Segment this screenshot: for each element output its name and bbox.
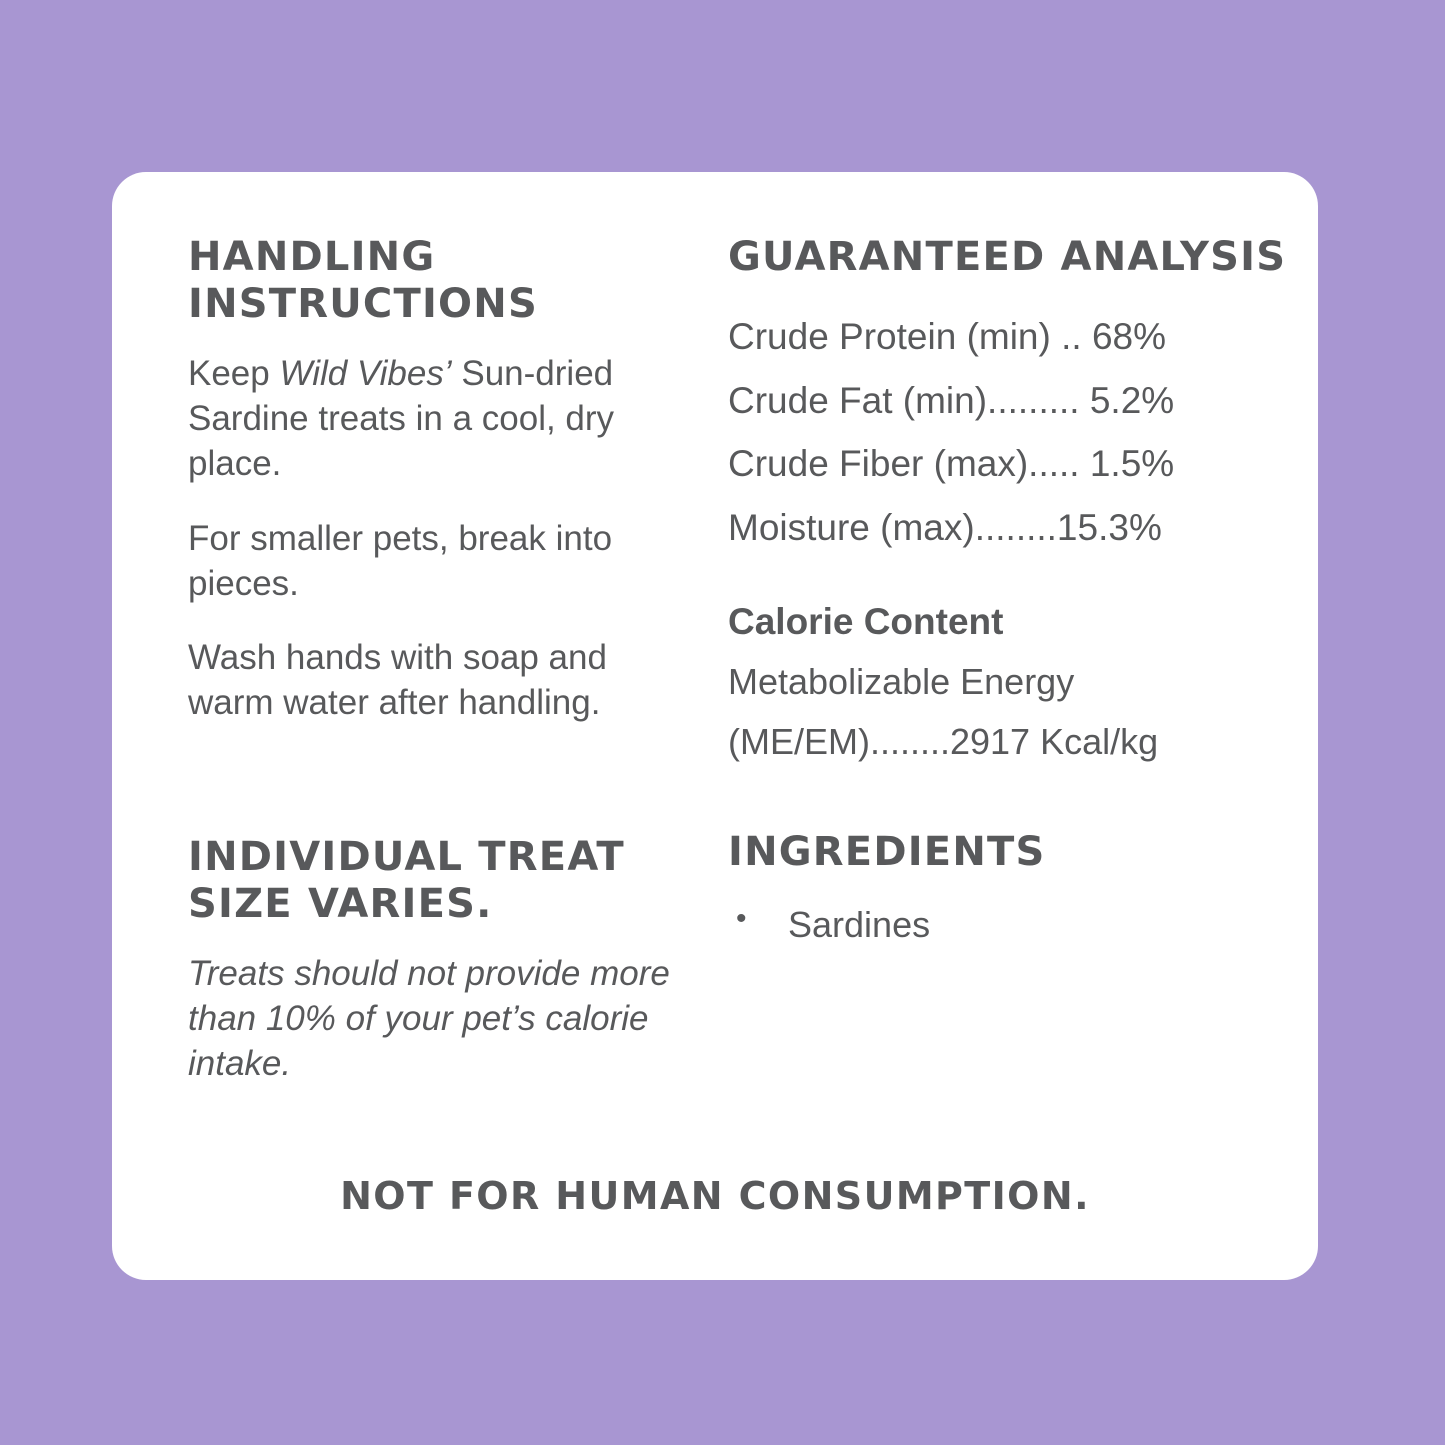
label-columns — [188, 234, 1287, 1087]
guaranteed-analysis-row: Crude Fat (min)......... 5.2% — [728, 379, 1175, 421]
calorie-content-title: Calorie Content — [728, 600, 1004, 642]
handling-paragraph-3: Wash hands with soap and warm water after handling. — [188, 638, 607, 723]
brand-name: Wild Vibes’ — [279, 354, 452, 394]
treat-size-title: INDIVIDUAL TREAT SIZE VARIES. — [188, 833, 625, 928]
right-column — [728, 234, 1288, 950]
product-label-card — [112, 172, 1318, 1280]
right-column-spacer — [728, 773, 1288, 829]
handling-paragraph-2: For smaller pets, break into pieces. — [188, 518, 613, 603]
handling-instructions-title: HANDLING INSTRUCTIONS — [188, 234, 538, 328]
ingredients-title: INGREDIENTS — [728, 828, 1046, 875]
handling-paragraph-1-pre: Keep — [188, 354, 280, 394]
ingredients-list — [728, 900, 1288, 950]
guaranteed-analysis-list — [728, 305, 1288, 560]
list-item: • Sardines — [736, 900, 1288, 950]
calorie-content-line-2: (ME/EM)........2917 Kcal/kg — [728, 721, 1159, 763]
guaranteed-analysis-row: Crude Fiber (max)..... 1.5% — [728, 443, 1175, 485]
treat-size-note: Treats should not provide more than 10% of your pet’s calorie intake. — [188, 954, 670, 1083]
handling-paragraph-1 — [188, 352, 678, 486]
handling-paragraph-1-post: Sun-dried Sardine treats in a cool, dry place. — [188, 354, 615, 483]
guaranteed-analysis-row: Crude Protein (min) .. 68% — [728, 316, 1167, 358]
human-consumption-notice: NOT FOR HUMAN CONSUMPTION. — [340, 1174, 1090, 1218]
left-column — [188, 234, 678, 1087]
guaranteed-analysis-row: Moisture (max)........15.3% — [728, 507, 1162, 549]
left-column-spacer — [188, 756, 678, 834]
calorie-content-line-1: Metabolizable Energy — [728, 660, 1075, 702]
guaranteed-analysis-title: GUARANTEED ANALYSIS — [728, 234, 1287, 280]
